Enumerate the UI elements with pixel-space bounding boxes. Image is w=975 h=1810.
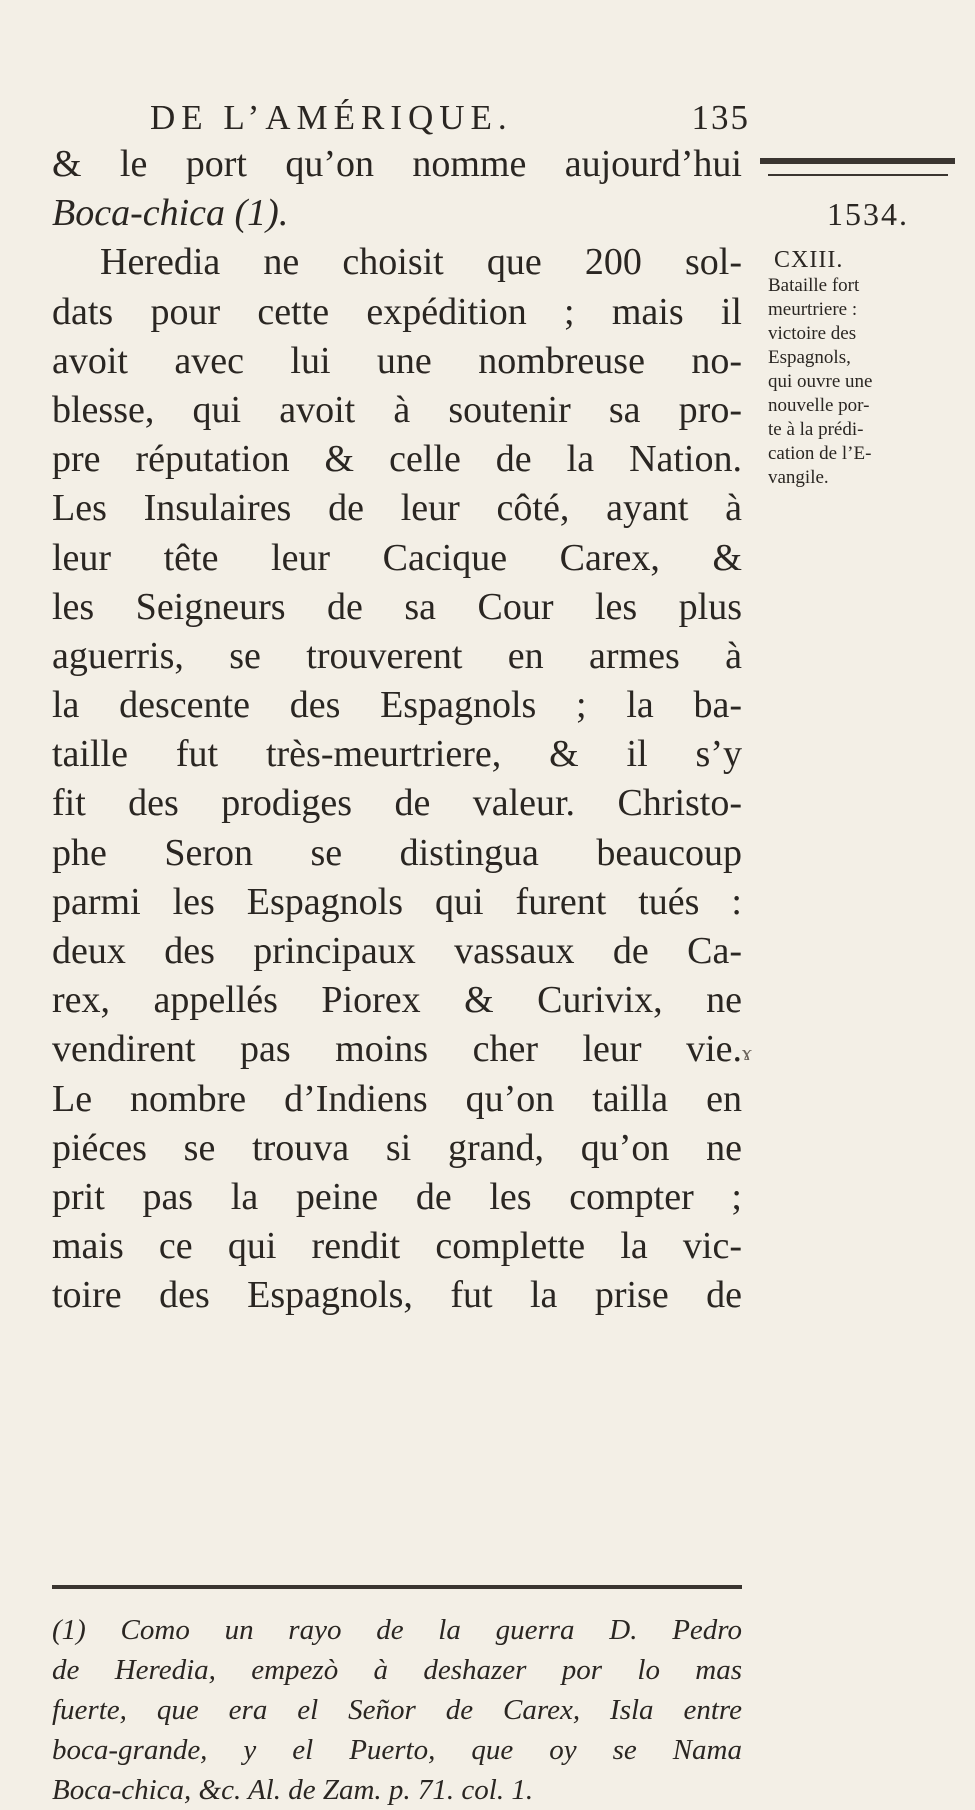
text-line: pre réputation & celle de la Nation. [52, 438, 742, 481]
text-line: la descente des Espagnols ; la ba- [52, 684, 742, 727]
text-line: Boca-chica (1). [52, 192, 289, 235]
text-line: parmi les Espagnols qui furent tués : [52, 880, 742, 923]
margin-note-line: cation de l’E- [768, 443, 872, 464]
text-line: avoit avec lui une nombreuse no- [52, 339, 742, 382]
text-line: taille fut très-meurtriere, & il s’y [52, 733, 742, 776]
text-line: blesse, qui avoit à soutenir sa pro- [52, 388, 742, 431]
margin-note-line: Bataille fort [768, 275, 860, 296]
text-line: & le port qu’on nomme aujourd’hui [52, 143, 742, 185]
margin-year: 1534. [827, 196, 909, 232]
text-line: leur tête leur Cacique Carex, & [52, 536, 742, 579]
text-line: aguerris, se trouverent en armes à [52, 634, 742, 677]
text-line: phe Seron se distingua beaucoup [52, 831, 742, 874]
text-line: dats pour cette expédition ; mais il [52, 290, 742, 333]
text-line: fit des prodiges de valeur. Christo- [52, 782, 742, 825]
sidenote-rule-thin [768, 174, 948, 176]
page-number: 135 [691, 98, 750, 137]
margin-note-line: te à la prédi- [768, 419, 864, 440]
text-line: prit pas la peine de les compter ; [52, 1175, 742, 1218]
text-line: toire des Espagnols, fut la prise de [52, 1274, 742, 1317]
footnote-line: Boca-chica, &c. Al. de Zam. p. 71. col. 1. [52, 1774, 534, 1806]
sidenote-rule [760, 158, 955, 164]
footnote-line: fuerte, que era el Señor de Carex, Isla entre [52, 1694, 742, 1726]
margin-note-line: qui ouvre une [768, 371, 873, 392]
margin-note-line: nouvelle por- [768, 395, 870, 416]
text-line: piéces se trouva si grand, qu’on ne [52, 1126, 742, 1169]
margin-note-line: Espagnols, [768, 347, 851, 368]
footnote-line: boca-grande, y el Puerto, que oy se Nama [52, 1734, 742, 1766]
footnote-rule [52, 1585, 742, 1589]
margin-note [768, 196, 968, 490]
margin-note-line: vangile. [768, 467, 829, 488]
footnote-line: de Heredia, empezò à deshazer por lo mas [52, 1654, 742, 1686]
running-header [150, 98, 750, 138]
margin-chapter-number: CXIII. [774, 247, 844, 273]
text-line: mais ce qui rendit complette la vic- [52, 1225, 742, 1268]
text-line: deux des principaux vassaux de Ca- [52, 930, 742, 972]
text-line: rex, appellés Piorex & Curivix, ne [52, 979, 742, 1022]
text-line: les Seigneurs de sa Cour les plus [52, 585, 742, 628]
footnote [52, 1610, 742, 1810]
margin-note-line: meurtriere : [768, 299, 858, 320]
text-line: vendirent pas moins cher leur vie. [52, 1028, 742, 1071]
running-title: DE L’AMÉRIQUE. [150, 98, 513, 137]
text-line: Les Insulaires de leur côté, ayant à [52, 487, 742, 530]
margin-ink-mark: ɤ [742, 1040, 752, 1065]
margin-note-line: victoire des [768, 323, 857, 344]
main-text [52, 140, 742, 1321]
footnote-line: (1) Como un rayo de la guerra D. Pedro [52, 1614, 742, 1646]
text-line: Le nombre d’Indiens qu’on tailla en [52, 1077, 742, 1120]
text-line: Heredia ne choisit que 200 sol- [100, 241, 742, 284]
